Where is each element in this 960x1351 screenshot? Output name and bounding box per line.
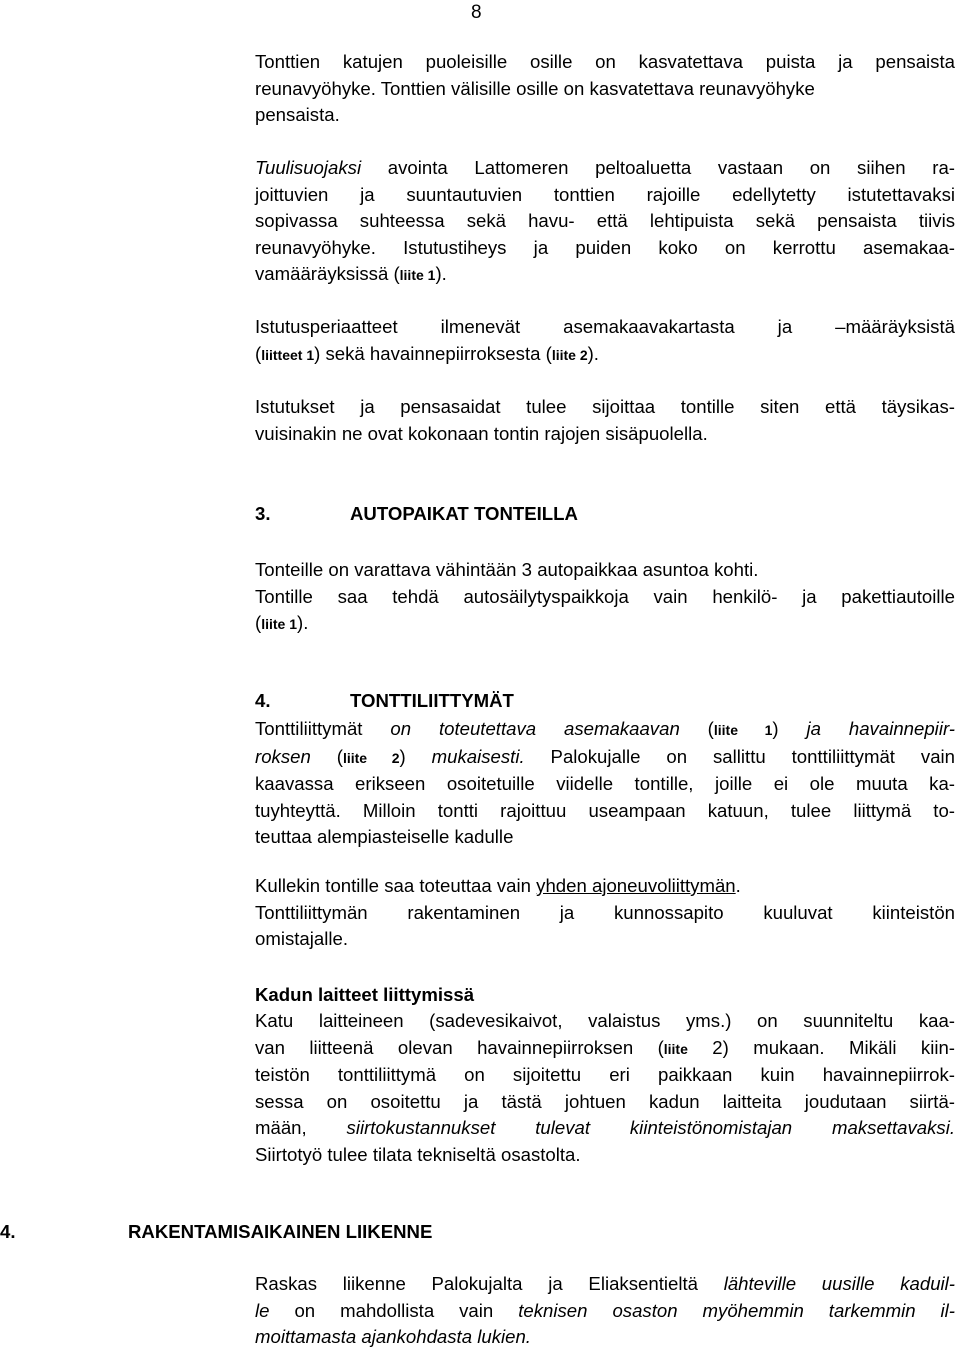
text-line: joittuvien ja suuntautuvien tonttien rajoille edellytetty istutettavaksi xyxy=(255,183,955,205)
text-line: pensaista. xyxy=(255,104,340,125)
italic-run: mukaisesti. xyxy=(431,745,525,767)
text-line: Tonttien katujen puoleisille osille on kasvatettava puista ja pensaista xyxy=(255,51,955,72)
text-line: reunavyöhyke. Tonttien välisille osille on kasvatettava reunavyöhyke xyxy=(255,77,815,99)
text-line xyxy=(255,1115,955,1142)
text-run: ) xyxy=(772,718,807,739)
text-line xyxy=(255,1298,955,1325)
text-line xyxy=(255,1035,955,1063)
appendix-ref: liite 1 xyxy=(713,722,773,738)
text-run: ) sekä havainnepiirroksesta ( xyxy=(314,342,552,364)
text-line xyxy=(255,873,955,900)
text-run: ) mukaan. Mikäli kiin- xyxy=(722,1036,955,1058)
text-run: avointa Lattomeren peltoaluetta vastaan on siihen ra- xyxy=(361,157,955,178)
text-line xyxy=(255,744,955,772)
section-5-title: RAKENTAMISAIKAINEN LIIKENNE xyxy=(128,1221,433,1242)
text-run: . xyxy=(735,875,741,896)
subheading-text: Kadun laitteet liittymissä xyxy=(255,984,475,1005)
section-3-title: AUTOPAIKAT TONTEILLA xyxy=(350,503,578,524)
paragraph-hedges xyxy=(255,49,955,129)
text-line: omistajalle. xyxy=(255,928,349,949)
appendix-ref: liite 1 xyxy=(399,267,436,283)
text-line: moittamasta ajankohdasta lukien. xyxy=(255,1326,531,1347)
section-5-number: 4. xyxy=(0,1221,16,1242)
text-run: ( xyxy=(255,342,262,364)
text-run: ( xyxy=(255,612,262,633)
text-line: kaavassa erikseen osoitetuille viidelle tontille, joille ei ole muuta ka- xyxy=(255,773,955,794)
text-line: Istutukset ja pensasaidat tulee sijoittaa tontille siten että täysikas- xyxy=(255,396,955,417)
italic-run: on toteutettava asemakaavan xyxy=(390,718,680,739)
text-line: Siirtotyö tulee tilata tekniseltä osastolta. xyxy=(255,1143,581,1165)
paragraph-parking xyxy=(255,557,955,638)
paragraph-principles xyxy=(255,314,955,368)
text-line xyxy=(255,155,955,182)
italic-term: Tuulisuojaksi xyxy=(255,157,362,178)
text-line: tuyhteyttä. Milloin tontti rajoittuu useampaan katuun, tulee liittymä to- xyxy=(255,799,955,821)
text-run: Raskas liikenne Palokujalta ja Eliaksentieltä xyxy=(255,1273,724,1294)
text-line: Katu laitteineen (sadevesikaivot, valaistus yms.) on suunniteltu kaa- xyxy=(255,1010,955,1031)
text-line: teuttaa alempiasteiselle kadulle xyxy=(255,826,514,847)
text-run: 2 xyxy=(687,1036,723,1058)
paragraph-street-equipment xyxy=(255,1008,955,1168)
appendix-ref: liite 2 xyxy=(342,749,400,766)
text-run: ). xyxy=(435,263,447,284)
appendix-ref: liitteet 1 xyxy=(261,346,315,363)
paragraph-connections xyxy=(255,716,955,851)
appendix-ref: liite 2 xyxy=(551,346,588,363)
text-line xyxy=(255,261,955,289)
text-line: teistön tonttiliittymä on sijoitettu eri paikkaan kuin havainnepiirrok- xyxy=(255,1064,955,1085)
text-run: Palokujalle on sallittu tonttiliittymät vain xyxy=(524,745,956,767)
text-run: ). xyxy=(297,612,309,633)
text-run: ) xyxy=(399,745,432,767)
italic-run: teknisen osaston myöhemmin tarkemmin il- xyxy=(518,1299,955,1321)
italic-run: siirtokustannukset tulevat kiinteistönomistajan maksettavaksi. xyxy=(346,1117,955,1138)
text-run: Tonttiliittymät xyxy=(255,718,391,739)
text-run: Kullekin tontille saa toteuttaa vain xyxy=(255,875,537,896)
section-4-title: TONTTILIITTYMÄT xyxy=(350,690,514,711)
text-run: on mahdollista vain xyxy=(269,1299,519,1321)
text-line: sessa on osoitettu ja tästä johtuen kadun laitteita joudutaan siirtä- xyxy=(255,1090,955,1112)
italic-run: lähteville uusille kaduil- xyxy=(723,1273,956,1294)
text-line: Istutusperiaatteet ilmenevät asemakaavakartasta ja –määräyksistä xyxy=(255,316,955,337)
section-3-number: 3. xyxy=(255,503,271,524)
underlined-run: yhden ajoneuvoliittymän xyxy=(536,875,736,896)
section-4-number: 4. xyxy=(255,690,271,711)
text-line xyxy=(255,610,955,638)
text-run: ( xyxy=(679,718,714,739)
text-line xyxy=(255,341,955,369)
text-run: mään, xyxy=(255,1117,347,1138)
paragraph-placement xyxy=(255,394,955,447)
text-line: sopivassa suhteessa sekä havu- että lehtipuista sekä pensaista tiivis xyxy=(255,210,955,231)
text-run: ( xyxy=(310,745,343,767)
appendix-ref: liite xyxy=(663,1040,688,1057)
italic-run: ja havainnepiir- xyxy=(806,718,955,739)
paragraph-construction-traffic xyxy=(255,1271,955,1351)
text-line: Tontille saa tehdä autosäilytyspaikkoja vain henkilö- ja pakettiautoille xyxy=(255,585,955,607)
text-run: van liitteenä olevan havainnepiirroksen ( xyxy=(255,1036,664,1058)
text-line: vuisinakin ne ovat kokonaan tontin rajojen sisäpuolella. xyxy=(255,422,708,444)
text-run: ). xyxy=(587,342,599,364)
paragraph-vehicle-connection xyxy=(255,873,955,953)
page-number: 8 xyxy=(471,2,482,23)
text-run: vamääräyksissä ( xyxy=(255,263,400,284)
text-line: Tonteille on varattava vähintään 3 autopaikkaa asuntoa kohti. xyxy=(255,559,759,580)
paragraph-windbreak xyxy=(255,155,955,289)
text-line: Tonttiliittymän rakentaminen ja kunnossapito kuuluvat kiinteistön xyxy=(255,901,955,923)
italic-run: roksen xyxy=(255,745,311,767)
appendix-ref: liite 1 xyxy=(261,616,297,632)
text-line xyxy=(255,1271,955,1298)
subheading-street-equipment xyxy=(255,982,955,1009)
italic-run: le xyxy=(255,1299,270,1321)
text-line xyxy=(255,716,955,744)
text-line: reunavyöhyke. Istutustiheys ja puiden koko on kerrottu asemakaa- xyxy=(255,236,955,258)
